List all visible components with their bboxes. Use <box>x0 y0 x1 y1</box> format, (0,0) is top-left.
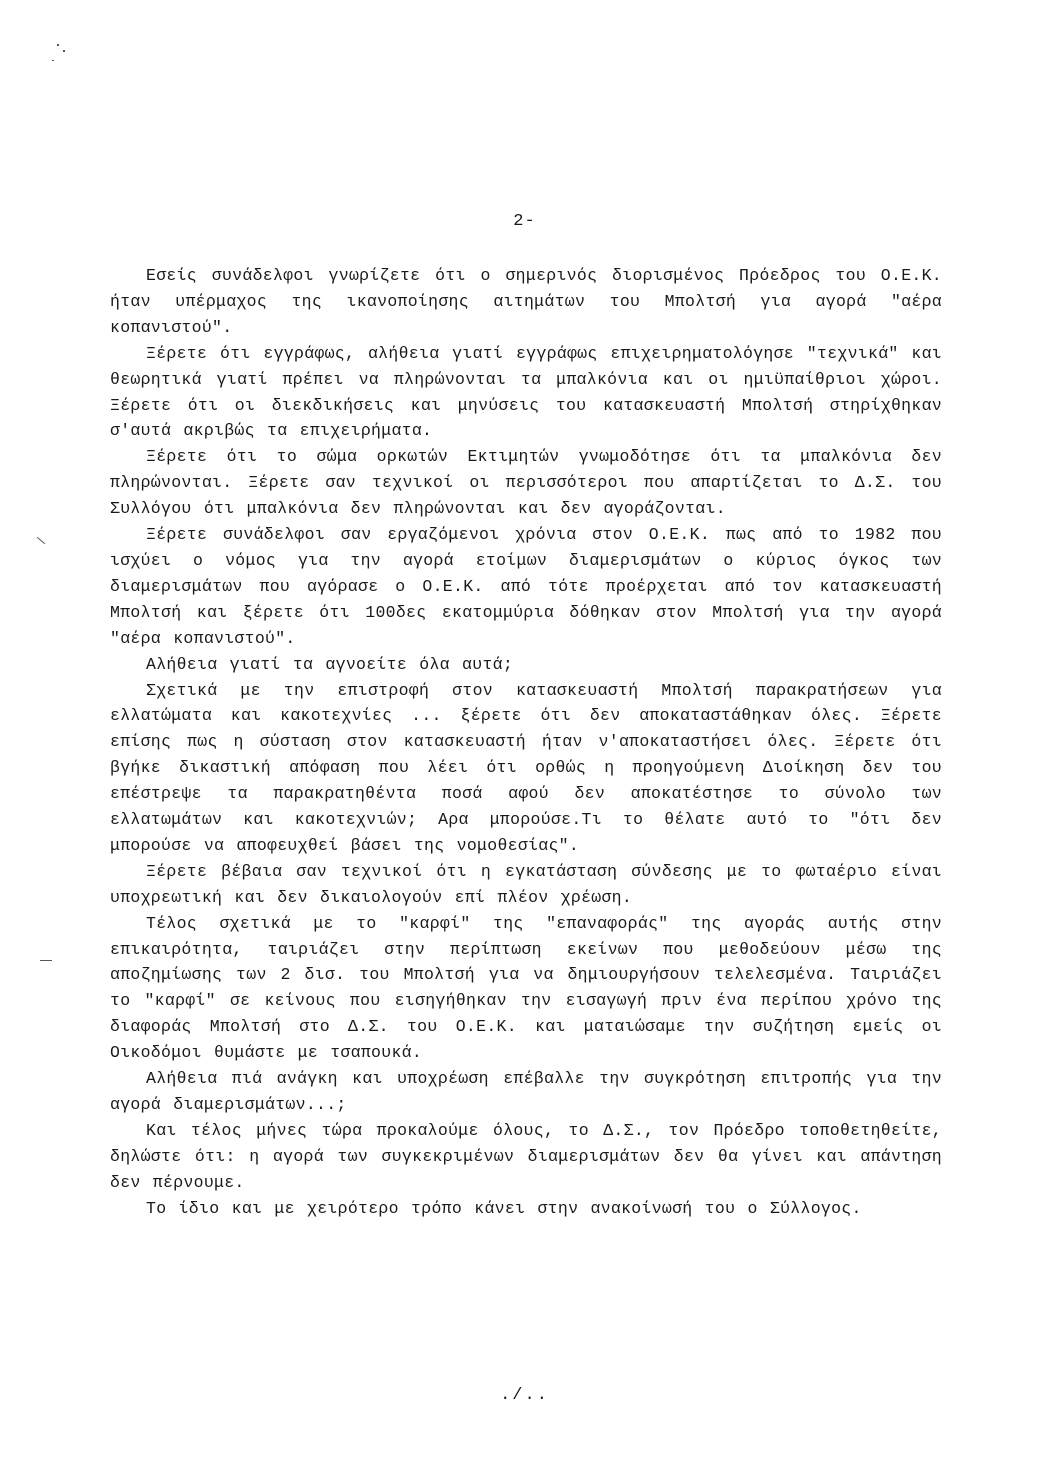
document-body <box>110 263 942 1222</box>
page-number: 2- <box>513 212 536 231</box>
paragraph: Τέλος σχετικά με το "καρφί" της "επαναφοράς" της αγοράς αυτής στην επικαιρότητα, ταιριάζει στην περίπτωση εκείνων που μεθοδεύουν μέσω της αποζημίωσης των 2 δισ. του Μπολτσή για να δημιουργήσουν τελελεσμένα. Ταιριάζει το "καρφί" σε κείνους που εισηγήθηκαν την εισαγωγή πριν ένα περίπου χρόνο της διαφοράς Μπολτσή στο Δ.Σ. του Ο.Ε.Κ. και ματαιώσαμε την συζήτηση εμείς οι Οικοδόμοι θυμάστε με τσαπουκά. <box>110 913 942 1063</box>
paragraph: Αλήθεια γιατί τα αγνοείτε όλα αυτά; <box>146 654 514 674</box>
paragraph: Ξέρετε βέβαια σαν τεχνικοί ότι η εγκατάσταση σύνδεσης με το φωταέριο είναι υποχρεωτική και δεν δικαιολογούν επί πλέον χρέωση. <box>110 861 942 907</box>
paragraph: Εσείς συνάδελφοι γνωρίζετε ότι ο σημερινός διορισμένος Πρόεδρος του Ο.Ε.Κ. ήταν υπέρμαχος της ικανοποίησης αιτημάτων του Μπολτσή για αγορά "αέρα κοπανιστού". <box>110 266 942 337</box>
scan-speck <box>40 960 52 961</box>
paragraph: Αλήθεια πιά ανάγκη και υποχρέωση επέβαλλε την συγκρότηση επιτροπής για την αγορά διαμερισμάτων...; <box>110 1069 942 1114</box>
paragraph: Ξέρετε ότι εγγράφως, αλήθεια γιατί εγγράφως επιχειρηματολόγησε "τεχνικά" και θεωρητικά γιατί πρέπει να πληρώνονται τα μπαλκόνια και οι ημιϋπαίθριοι χώροι. Ξέρετε ότι οι διεκδικήσεις και μηνύσεις του κατασκευαστή Μπολτσή στηρίχθηκαν σ'αυτά ακριβώς τα επιχειρήματα. <box>110 343 942 441</box>
scan-speck <box>57 44 59 46</box>
paragraph: Και τέλος μήνες τώρα προκαλούμε όλους, το Δ.Σ., τον Πρόεδρο τοποθετηθείτε, δηλώστε ότι: η αγορά των συγκεκριμένων διαμερισμάτων δεν θα γίνει και απάντηση δεν πέρνουμε. <box>110 1120 942 1192</box>
scan-speck <box>63 50 65 52</box>
scan-speck <box>52 60 54 61</box>
paragraph: Ξέρετε συνάδελφοι σαν εργαζόμενοι χρόνια στον Ο.Ε.Κ. πως από το 1982 που ισχύει ο νόμος για την αγορά ετοίμων διαμερισμάτων ο κύριος όγκος των διαμερισμάτων που αγόρασε ο Ο.Ε.Κ. από τότε προέρχεται από τον κατασκευαστή Μπολτσή και ξέρετε ότι 100δες εκατομμύρια δόθηκαν στον Μπολτσή για την αγορά "αέρα κοπανιστού". <box>110 525 942 648</box>
continuation-mark: ./.. <box>500 1386 549 1405</box>
paragraph: Σχετικά με την επιστροφή στον κατασκευαστή Μπολτσή παρακρατήσεων για ελλατώματα και κακοτεχνίες ... ξέρετε ότι δεν αποκαταστάθηκαν όλες. Ξέρετε επίσης πως η σύσταση στον κατασκευαστή ήταν ν'αποκαταστήσει όλες. Ξέρετε ότι βγήκε δικαστική απόφαση που λέει ότι ορθώς η προηγούμενη Διοίκηση δεν του επέστρεψε τα παρακρατηθέντα ποσά αφού δεν αποκατέστησε το σύνολο των ελλατωμάτων και κακοτεχνιών; Αρα μπορούσε.Τι το θέλατε αυτό το "ότι δεν μπορούσε να αποφευχθεί βάσει της νομοθεσίας". <box>110 680 942 855</box>
scan-speck <box>37 537 45 544</box>
paragraph: Το ίδιο και με χειρότερο τρόπο κάνει στην ανακοίνωσή του ο Σύλλογος. <box>146 1198 862 1218</box>
paragraph: Ξέρετε ότι το σώμα ορκωτών Εκτιμητών γνωμοδότησε ότι τα μπαλκόνια δεν πληρώνονται. Ξέρετε σαν τεχνικοί οι περισσότεροι που απαρτίζεται το Δ.Σ. του Συλλόγου ότι μπαλκόνια δεν πληρώνονται και δεν αγοράζονται. <box>110 447 942 519</box>
